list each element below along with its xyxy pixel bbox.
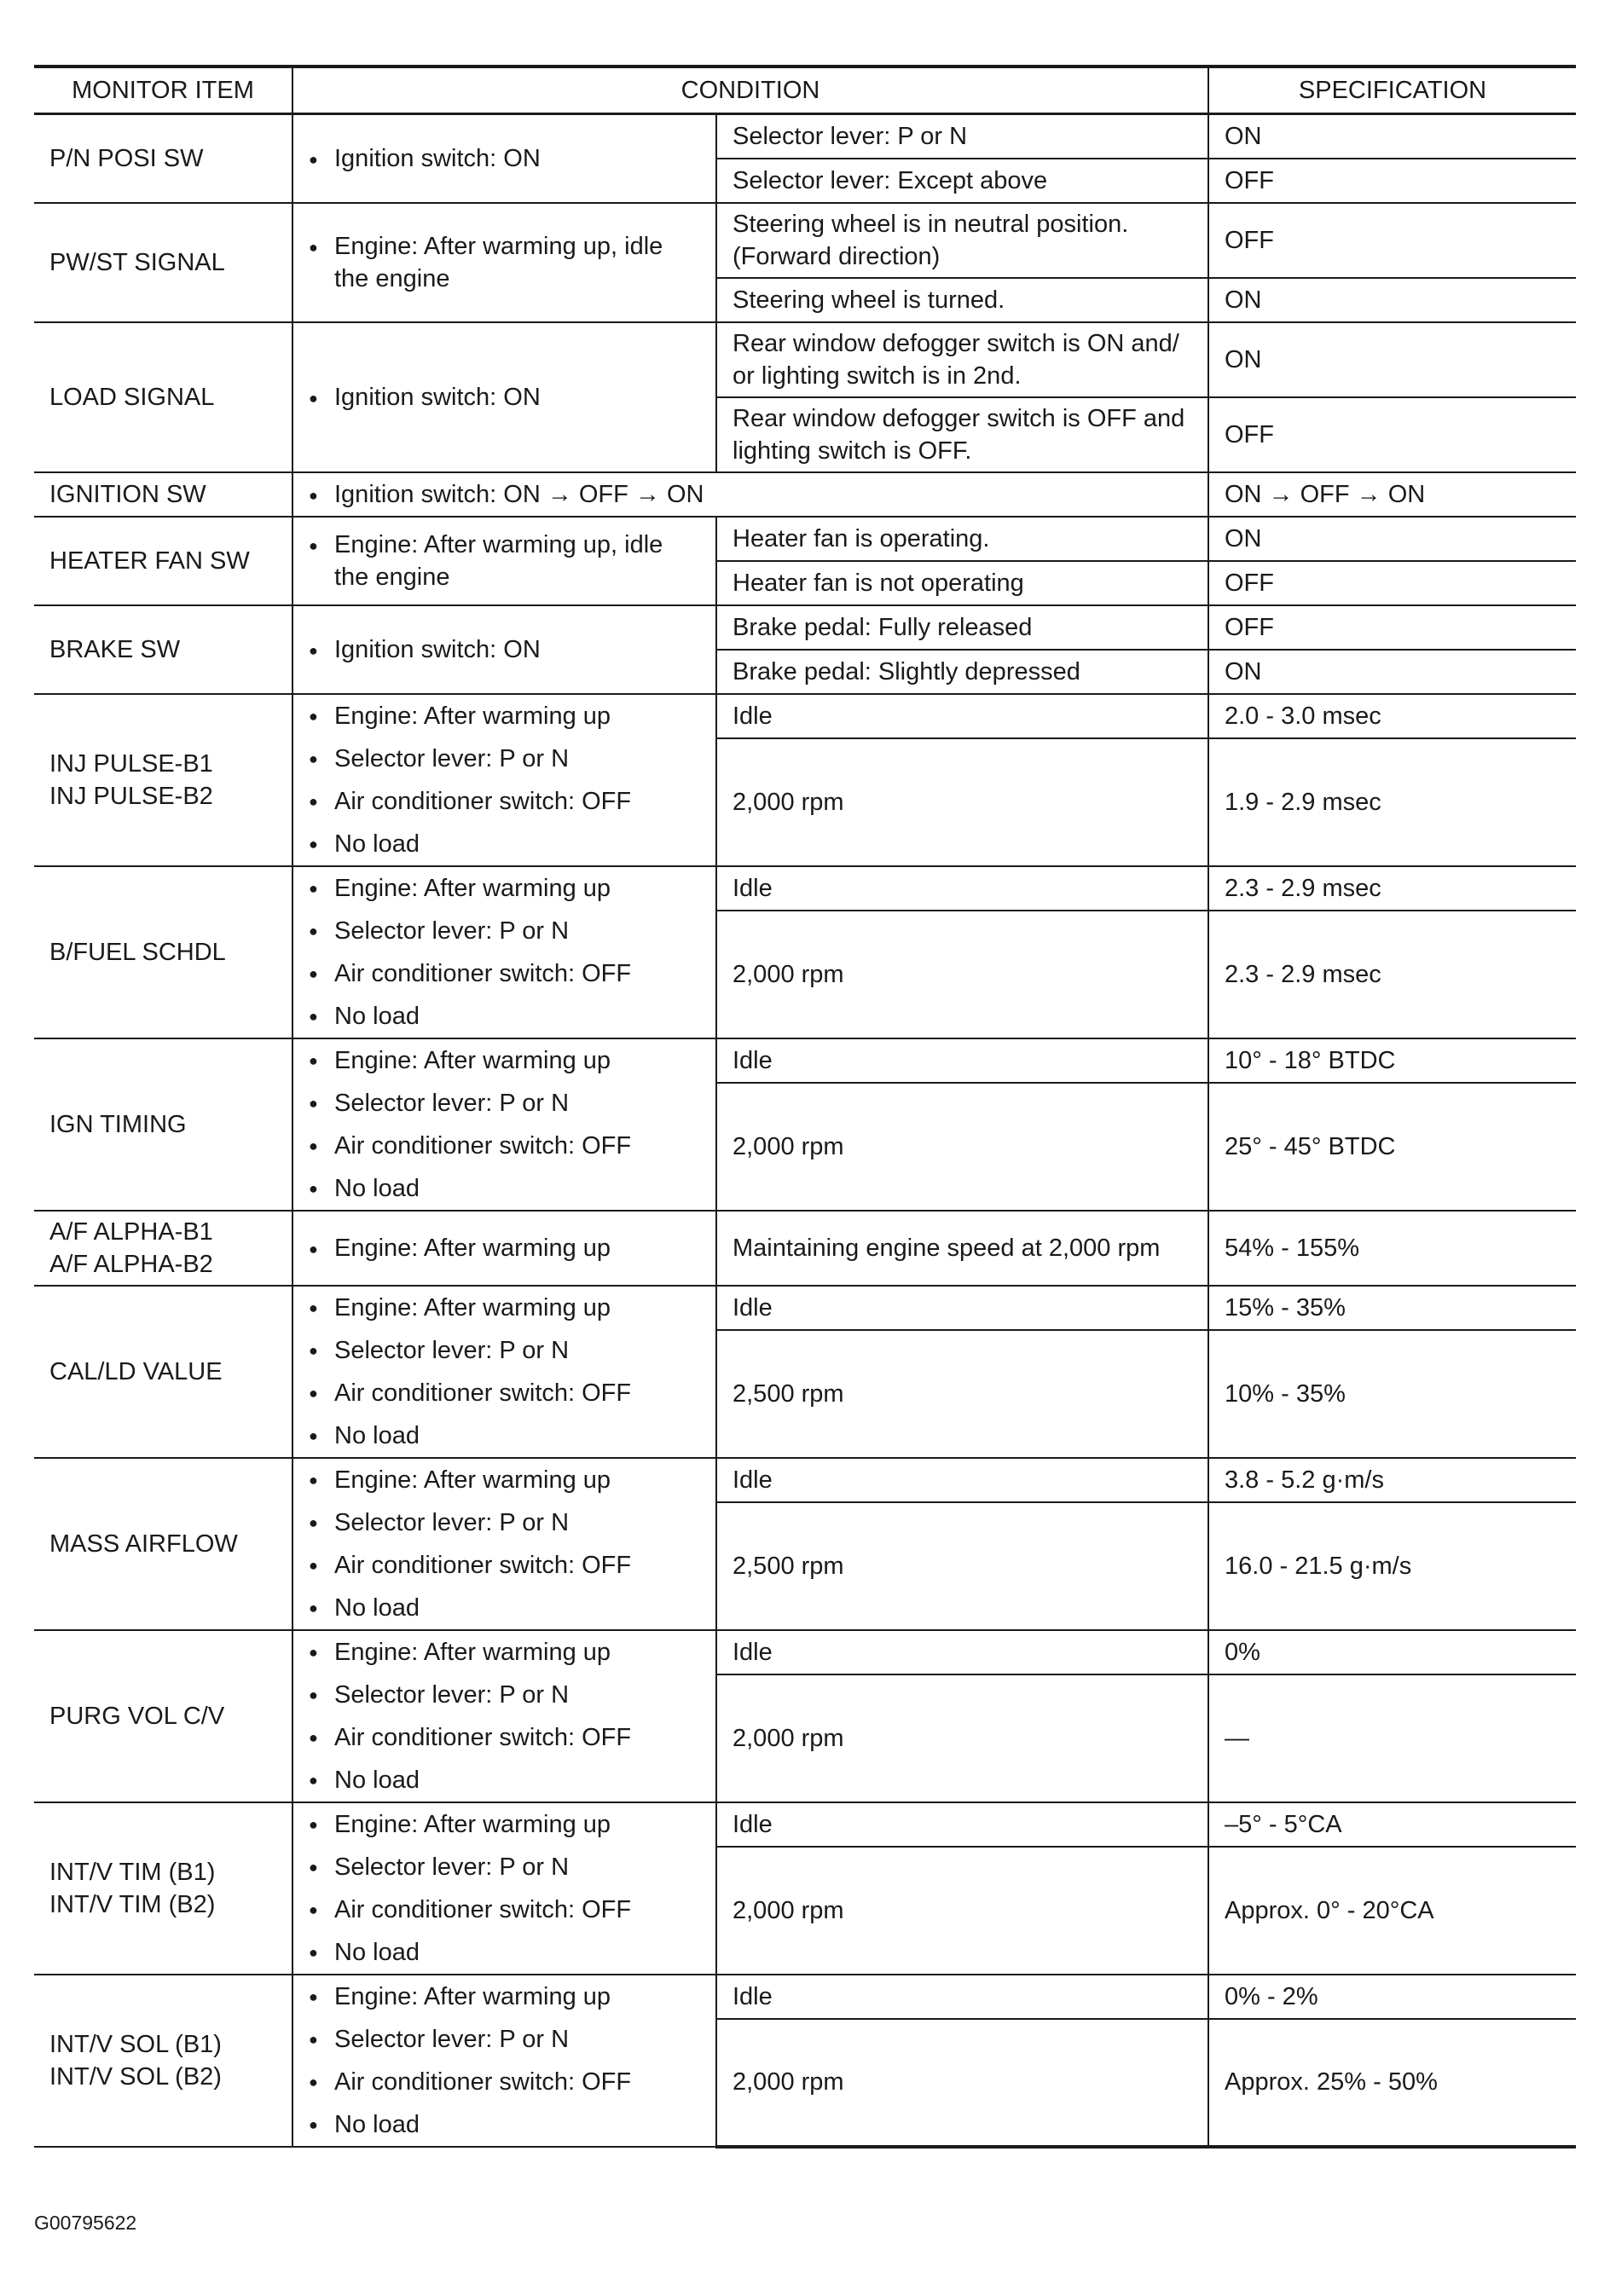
header-specification: SPECIFICATION (1208, 67, 1576, 114)
condition-cell: ● Engine: After warming up ● Selector lever: P or N ● Air conditioner switch: OFF ● No load (292, 1975, 716, 2147)
spec-document (34, 65, 1576, 2149)
sub-condition-cell: Brake pedal: Slightly depressed (716, 650, 1208, 694)
condition-cell: ● Engine: After warming up ● Selector lever: P or N ● Air conditioner switch: OFF ● No load (292, 1286, 716, 1458)
specification-cell: 10° - 18° BTDC (1208, 1038, 1576, 1083)
monitor-item-cell: IGNITION SW (34, 472, 292, 517)
table-row (34, 1630, 1576, 1674)
sub-condition-cell: Selector lever: Except above (716, 159, 1208, 203)
specification-cell: OFF (1208, 159, 1576, 203)
sub-condition-cell: Rear window defogger switch is OFF and lighting switch is OFF. (716, 397, 1208, 472)
table-row (34, 1211, 1576, 1286)
condition-cell: ● Engine: After warming up ● Selector lever: P or N ● Air conditioner switch: OFF ● No load (292, 1458, 716, 1630)
specification-cell: ON (1208, 322, 1576, 397)
table-row (34, 605, 1576, 650)
monitor-item-cell: INJ PULSE-B1 INJ PULSE-B2 (34, 694, 292, 866)
header-monitor-item: MONITOR ITEM (34, 67, 292, 114)
sub-condition-cell: 2,000 rpm (716, 1674, 1208, 1802)
specification-cell: 0% (1208, 1630, 1576, 1674)
monitor-item-cell: INT/V TIM (B1) INT/V TIM (B2) (34, 1802, 292, 1975)
table-row (34, 203, 1576, 278)
specification-cell: ON (1208, 278, 1576, 322)
specification-cell: ON (1208, 114, 1576, 159)
monitor-item-cell: IGN TIMING (34, 1038, 292, 1211)
table-row (34, 1975, 1576, 2019)
sub-condition-cell: Idle (716, 866, 1208, 911)
condition-cell: ● Engine: After warming up ● Selector lever: P or N ● Air conditioner switch: OFF ● No load (292, 1038, 716, 1211)
specification-cell: Approx. 25% - 50% (1208, 2019, 1576, 2147)
sub-condition-cell: Heater fan is not operating (716, 561, 1208, 605)
specification-cell: 2.3 - 2.9 msec (1208, 911, 1576, 1038)
sub-condition-cell: Idle (716, 1286, 1208, 1330)
specification-cell: ON (1208, 517, 1576, 561)
specification-cell: ON → OFF → ON (1208, 472, 1576, 517)
sub-condition-cell: Selector lever: P or N (716, 114, 1208, 159)
condition-cell: ● Engine: After warming up ● Selector lever: P or N ● Air conditioner switch: OFF ● No load (292, 1802, 716, 1975)
sub-condition-cell: 2,000 rpm (716, 738, 1208, 866)
sub-condition-cell: 2,000 rpm (716, 911, 1208, 1038)
specification-cell: –5° - 5°CA (1208, 1802, 1576, 1847)
sub-condition-cell: Idle (716, 1802, 1208, 1847)
monitor-item-cell: PW/ST SIGNAL (34, 203, 292, 322)
condition-cell: ● Engine: After warming up ● Selector lever: P or N ● Air conditioner switch: OFF ● No load (292, 866, 716, 1038)
specification-cell: OFF (1208, 397, 1576, 472)
monitor-item-cell: P/N POSI SW (34, 114, 292, 203)
condition-cell: ● Engine: After warming up, idle the engine (292, 517, 716, 605)
table-row (34, 1038, 1576, 1083)
specification-cell: — (1208, 1674, 1576, 1802)
sub-condition-cell: Idle (716, 1630, 1208, 1674)
table-row (34, 1802, 1576, 1847)
sub-condition-cell: 2,000 rpm (716, 1847, 1208, 1975)
sub-condition-cell: Idle (716, 1975, 1208, 2019)
specification-cell: 2.0 - 3.0 msec (1208, 694, 1576, 738)
sub-condition-cell: 2,000 rpm (716, 2019, 1208, 2147)
specification-cell: OFF (1208, 203, 1576, 278)
specification-cell: 10% - 35% (1208, 1330, 1576, 1458)
condition-cell: ● Ignition switch: ON (292, 605, 716, 694)
header-condition: CONDITION (292, 67, 1208, 114)
monitor-item-cell: MASS AIRFLOW (34, 1458, 292, 1630)
sub-condition-cell: 2,500 rpm (716, 1502, 1208, 1630)
sub-condition-cell: Brake pedal: Fully released (716, 605, 1208, 650)
table-row (34, 694, 1576, 738)
condition-cell: ● Engine: After warming up (292, 1211, 716, 1286)
specification-cell: OFF (1208, 605, 1576, 650)
specification-cell: OFF (1208, 561, 1576, 605)
table-row (34, 866, 1576, 911)
monitor-item-cell: A/F ALPHA-B1 A/F ALPHA-B2 (34, 1211, 292, 1286)
specification-cell: 0% - 2% (1208, 1975, 1576, 2019)
sub-condition-cell: Idle (716, 694, 1208, 738)
sub-condition-cell: Steering wheel is in neutral position. (Forward direction) (716, 203, 1208, 278)
specification-cell: ON (1208, 650, 1576, 694)
sub-condition-cell: 2,500 rpm (716, 1330, 1208, 1458)
monitor-item-cell: LOAD SIGNAL (34, 322, 292, 472)
monitor-item-cell: HEATER FAN SW (34, 517, 292, 605)
table-row (34, 114, 1576, 159)
table-row (34, 472, 1576, 517)
specification-cell: 16.0 - 21.5 g·m/s (1208, 1502, 1576, 1630)
monitor-item-cell: PURG VOL C/V (34, 1630, 292, 1802)
specification-cell: 54% - 155% (1208, 1211, 1576, 1286)
condition-cell: ● Engine: After warming up ● Selector lever: P or N ● Air conditioner switch: OFF ● No load (292, 1630, 716, 1802)
table-row (34, 1286, 1576, 1330)
sub-condition-cell: 2,000 rpm (716, 1083, 1208, 1211)
sub-condition-cell: Steering wheel is turned. (716, 278, 1208, 322)
specification-cell: Approx. 0° - 20°CA (1208, 1847, 1576, 1975)
table-row (34, 1458, 1576, 1502)
table-row (34, 322, 1576, 397)
sub-condition-cell: Rear window defogger switch is ON and/ or lighting switch is in 2nd. (716, 322, 1208, 397)
monitor-spec-table (34, 65, 1576, 2149)
condition-cell: ● Engine: After warming up ● Selector lever: P or N ● Air conditioner switch: OFF ● No load (292, 694, 716, 866)
condition-cell: ● Ignition switch: ON → OFF → ON (292, 472, 1208, 517)
sub-condition-cell: Idle (716, 1038, 1208, 1083)
figure-id: G00795622 (34, 2212, 137, 2234)
specification-cell: 1.9 - 2.9 msec (1208, 738, 1576, 866)
monitor-item-cell: CAL/LD VALUE (34, 1286, 292, 1458)
table-row (34, 517, 1576, 561)
specification-cell: 3.8 - 5.2 g·m/s (1208, 1458, 1576, 1502)
condition-cell: ● Engine: After warming up, idle the engine (292, 203, 716, 322)
specification-cell: 25° - 45° BTDC (1208, 1083, 1576, 1211)
condition-cell: ● Ignition switch: ON (292, 114, 716, 203)
specification-cell: 2.3 - 2.9 msec (1208, 866, 1576, 911)
monitor-item-cell: BRAKE SW (34, 605, 292, 694)
condition-cell: ● Ignition switch: ON (292, 322, 716, 472)
table-header-row (34, 67, 1576, 114)
monitor-item-cell: B/FUEL SCHDL (34, 866, 292, 1038)
specification-cell: 15% - 35% (1208, 1286, 1576, 1330)
monitor-item-cell: INT/V SOL (B1) INT/V SOL (B2) (34, 1975, 292, 2147)
sub-condition-cell: Heater fan is operating. (716, 517, 1208, 561)
sub-condition-cell: Idle (716, 1458, 1208, 1502)
sub-condition-cell: Maintaining engine speed at 2,000 rpm (716, 1211, 1208, 1286)
